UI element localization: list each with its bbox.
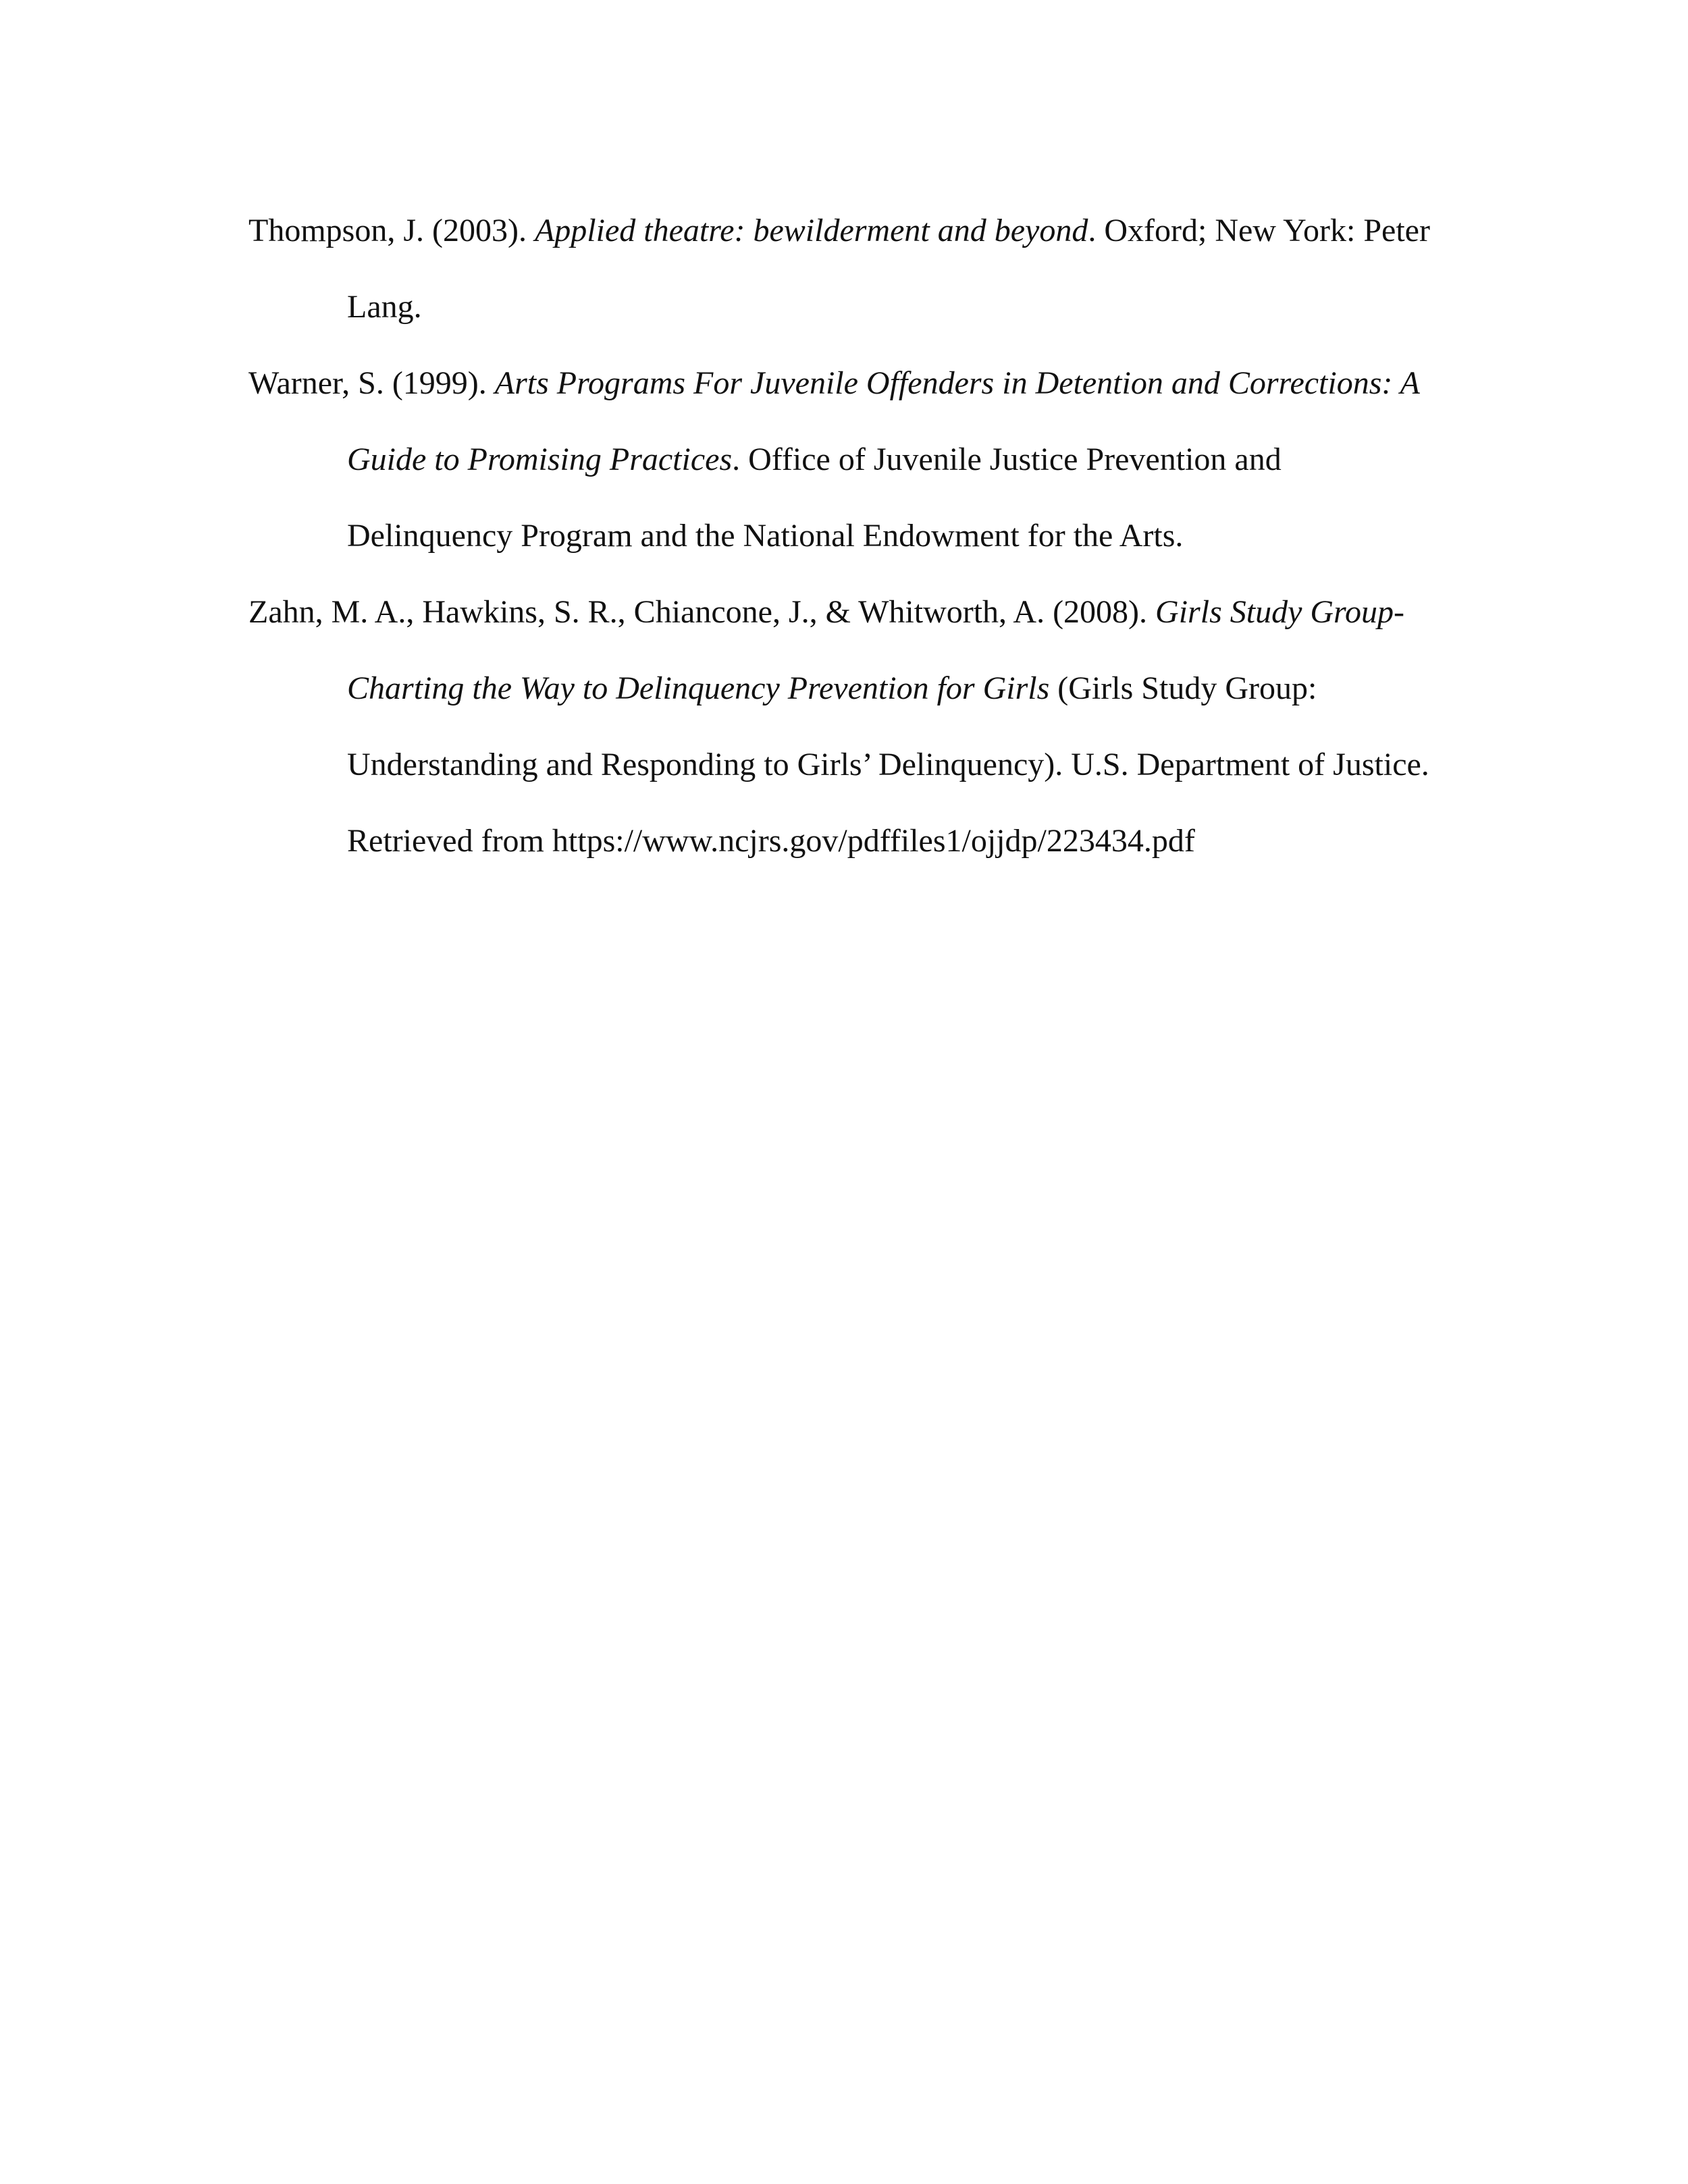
reference-publisher: . Oxford; New York: Peter Lang. xyxy=(347,213,1430,325)
reference-list xyxy=(248,192,1450,879)
reference-authors-date: Zahn, M. A., Hawkins, S. R., Chiancone, J., & Whitworth, A. (2008). xyxy=(248,594,1156,630)
reference-entry-thompson xyxy=(248,192,1450,345)
reference-title: Applied theatre: bewilderment and beyond xyxy=(534,213,1088,248)
reference-publisher: . Office of Juvenile Justice Prevention and Delinquency Program and the National Endowment for the Arts. xyxy=(347,442,1282,554)
reference-title: Arts Programs For Juvenile Offenders in Detention and Corrections: A Guide to Promising Practices xyxy=(347,365,1419,477)
reference-title: Girls Study Group-Charting the Way to Delinquency Prevention for Girls xyxy=(347,594,1404,706)
reference-publisher: (Girls Study Group: Understanding and Responding to Girls’ Delinquency). U.S. Department of Justice. Retrieved from https://www.ncjrs.gov/pdffiles1/ojjdp/223434.pdf xyxy=(347,670,1429,859)
reference-authors-date: Warner, S. (1999). xyxy=(248,365,495,401)
reference-authors-date: Thompson, J. (2003). xyxy=(248,213,535,248)
reference-entry-zahn xyxy=(248,574,1450,879)
reference-entry-warner xyxy=(248,345,1450,574)
